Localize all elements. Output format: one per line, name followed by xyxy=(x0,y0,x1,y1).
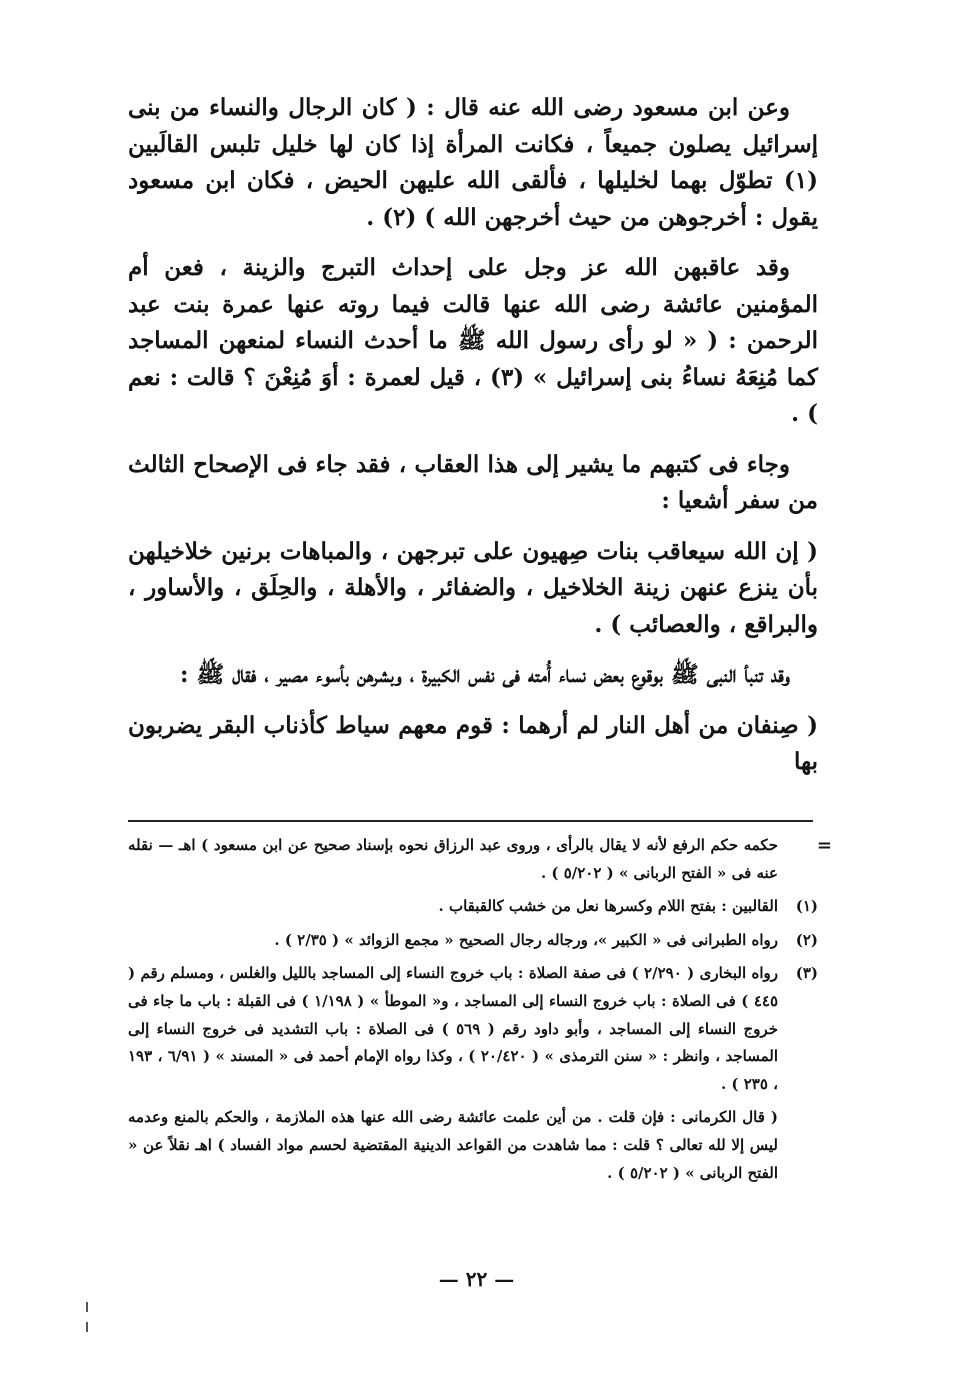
footnote-1 xyxy=(128,893,818,921)
paragraph-isaiah-intro: وجاء فى كتبهم ما يشير إلى هذا العقاب ، فقد جاء فى الإصحاح الثالث من سفر أشعيا : xyxy=(128,450,818,514)
footnote-number: (٢) xyxy=(795,930,818,949)
footnote-continuation xyxy=(128,832,832,887)
footnote-number: (١) xyxy=(795,897,818,916)
footnote-number: (٣) xyxy=(795,964,818,983)
paragraph-hadith-quote: ( صِنفان من أهل النار لم أرهما : قوم معهم سياط كأذناب البقر يضربون بها xyxy=(128,711,818,775)
footnote-3 xyxy=(128,960,818,1098)
footnote-text: القالبين : بفتح اللام وكسرها نعل من خشب كالقبقاب . xyxy=(438,897,778,916)
footnote-text: ( قال الكرمانى : فإن قلت . من أين علمت عائشة رضى الله عنها هذه الملازمة ، والحكم بالمنع وعدمه ليس إلا لله تعالى ؟ قلت : مما شاهدت من القواعد الدينية المقتضية لحسم مواد الفساد ) اهـ نقلاً عن « الفتح الربانى » ( ٥/٢٠٢ ) . xyxy=(128,1108,778,1182)
footnote-karmani xyxy=(128,1104,818,1187)
scan-edge-mark xyxy=(86,1302,88,1312)
scan-edge-mark xyxy=(86,1322,88,1332)
footnote-2 xyxy=(128,927,818,955)
main-text xyxy=(128,90,818,781)
continuation-mark: = xyxy=(816,835,832,856)
paragraph-prophecy: وقد تنبأ النبى ﷺ بوقوع بعض نساء أُمته فى نفس الكبيرة ، وبشرهن بأسوء مصير ، فقال ﷺ : xyxy=(179,661,790,688)
footnote-text: حكمه حكم الرفع لأنه لا يقال بالرأى ، وروى عبد الرزاق نحوه بإسناد صحيح عن ابن مسعود ) اهـ — نقله عنه فى « الفتح الربانى » ( ٥/٢٠٢ ) . xyxy=(128,836,778,882)
footnote-text: رواه البخارى ( ٢/٢٩٠ ) فى صفة الصلاة : باب خروج النساء إلى المساجد بالليل والغلس ، ومسلم رقم ( ٤٤٥ ) فى الصلاة : باب خروج النساء إلى المساجد ، و« الموطأ » ( ١/١٩٨ ) فى القبلة : باب ما جاء فى خروج النساء إلى المساجد ، وأبو داود رقم ( ٥٦٩ ) فى الصلاة : باب التشديد فى خروج النساء إلى المساجد ، وانظر : « سنن الترمذى » ( ٢٠/٤٢٠ ) ، وكذا رواه الإمام أحمد فى « المسند » ( ٦/٩١ ، ١٩٣ ، ٢٣٥ ) . xyxy=(128,964,779,1093)
footnote-separator xyxy=(128,820,813,822)
paragraph-aisha-hadith: وقد عاقبهن الله عز وجل على إحداث التبرج والزينة ، فعن أم المؤمنين عائشة رضى الله عنها قالت فيما روته عنها عمرة بنت عبد الرحمن : ( « لو رأى رسول الله ﷺ ما أحدث النساء لمنعهن المساجد كما مُنِعَهُ نساءُ بنى إسرائيل » (٣) ، قيل لعمرة : أوَ مُنِعْنَ ؟ قالت : نعم ) . xyxy=(128,254,819,427)
footnote-text: رواه الطبرانى فى « الكبير »، ورجاله رجال الصحيح « مجمع الزوائد » ( ٢/٣٥ ) . xyxy=(274,930,778,949)
paragraph-isaiah-quote: ( إن الله سيعاقب بنات صِهيون على تبرجهن ، والمباهات برنين خلاخيلهن بأن ينزع عنهن زينة الخلاخيل ، والضفائر ، والأهلة ، والحِلَق ، والأساور ، والبراقع ، والعصائب ) . xyxy=(128,537,818,638)
footnotes-section xyxy=(128,832,832,1193)
paragraph-ibn-masud: وعن ابن مسعود رضى الله عنه قال : ( كان الرجال والنساء من بنى إسرائيل يصلون جميعاً ، فكانت المرأة إذا كان لها خليل تلبس القالَبين (١) تطوّل بهما لخليلها ، فألقى الله عليهن الحيض ، فكان ابن مسعود يقول : أخرجوهن من حيث أخرجهن الله ) (٢) . xyxy=(128,94,818,231)
page-number: — ٢٢ — xyxy=(438,1267,515,1291)
